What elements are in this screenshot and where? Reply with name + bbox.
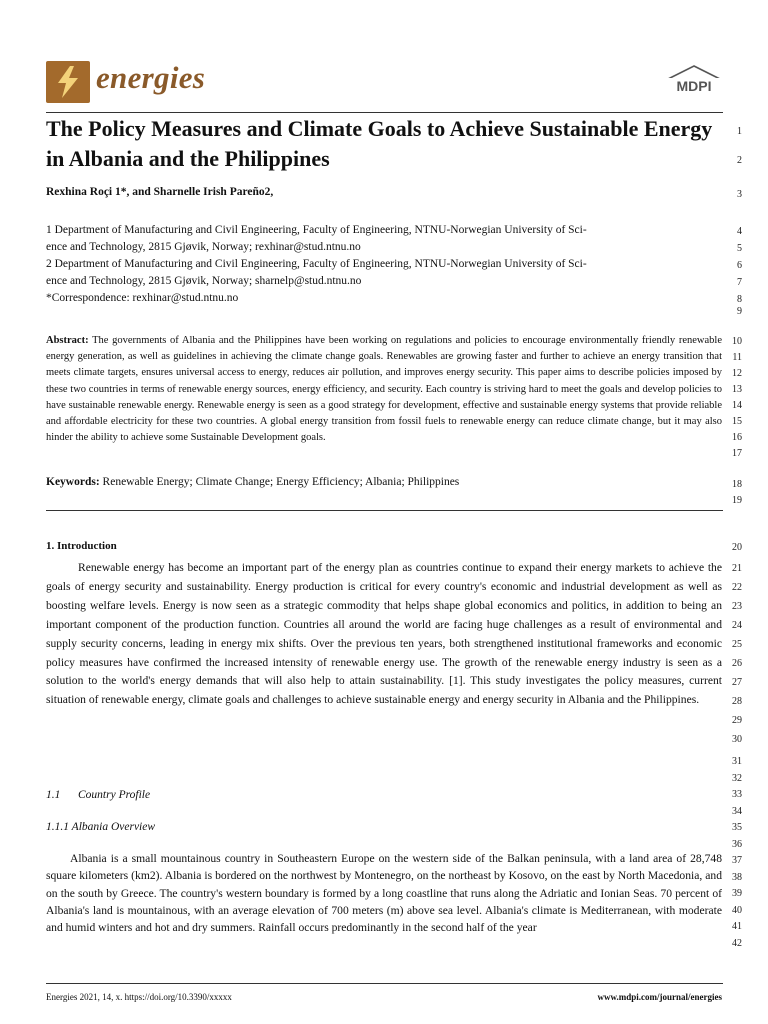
line-number: 30 xyxy=(732,734,742,745)
line-number: 2 xyxy=(737,155,742,166)
albania-text: Albania is a small mountainous country in Southeastern Europe on the western side of the Balkan peninsula, with a land area of 28,748 square kilometers (km2). Albania is bordered on the northwest by Montenegro, on the northeast by Kosovo, on the east by North Macedonia, and on the south by Greece. The country's western boundary is formed by a long coastline that runs along the Adriatic and Ionian Seas. 70 percent of Albania's land is mountainous, with an average elevation of 700 meters (m) above sea level. Albania's climate is Mediterranean, with moderate and humid winters and hot and dry summers. Rainfall occurs predominantly in the second half of the year xyxy=(46,852,722,935)
line-number: 32 xyxy=(732,773,742,784)
line-number: 15 xyxy=(732,416,742,427)
correspondence: *Correspondence: rexhinar@stud.ntnu.no xyxy=(46,292,239,304)
keywords xyxy=(46,476,722,488)
abstract-label: Abstract: xyxy=(46,335,89,346)
journal-name: energies xyxy=(96,60,206,95)
introduction-text: Renewable energy has become an important part of the energy plan as countries continue to expand their energy markets to achieve the goals of energy security and sustainability. Energy production is critical for every country's economic and industrial development as well as boosting welfare levels. Energy is now seen as a strategic commodity that helps shape global economics and politics, in addition to being an important component of the production function. Countries all around the world are facing huge challenges as a result of environmental and supply security concerns, leading in energy mix shifts. Over the previous ten years, both strengthened institutional frameworks and economic policy measures have confirmed the increased intensity of renewable energy use. The growth of the renewable energy industry is seen as a solution to the world's energy demands that will also help to attain sustainability. [1]. This study investigates the policy measures, current situation of renewable energy, climate goals and challenges to achieve sustainable energy and energy security in Albania and the Philippines. xyxy=(46,561,722,707)
line-number: 13 xyxy=(732,384,742,395)
line-number: 26 xyxy=(732,658,742,669)
line-number: 36 xyxy=(732,839,742,850)
line-number: 3 xyxy=(737,189,742,200)
line-number: 27 xyxy=(732,677,742,688)
line-number: 41 xyxy=(732,921,742,932)
footer-rule xyxy=(46,983,723,984)
line-number: 17 xyxy=(732,448,742,459)
footer-citation: Energies 2021, 14, x. https://doi.org/10.3390/xxxxx xyxy=(46,992,232,1002)
abstract-text: The governments of Albania and the Philippines have been working on regulations and policies to encourage environmentally friendly renewable energy generation, as well as guidelines in achieving the climate change goals. Renewables are growing faster and further to achieve an energy transition that meets climate targets, ensures universal access to energy, reduces air pollution, and improves energy security. This paper aims to describe policies imposed by these two countries in terms of renewable energy sources, energy efficiency, and security. Each country is striving hard to meet the goals and develop policies to have sustainable renewable energy. Renewable energy is seen as a good strategy for development, effective and sustainable energy systems that provide reliable and affordable electricity for these two countries. A global energy transition from fossil fuels to renewable energy can reduce climate change, but it may also hinder the ability to achieve some Sustainable Development goals. xyxy=(46,335,722,444)
paper-title: The Policy Measures and Climate Goals to Achieve Sustainable Energy in Albania and the Philippines xyxy=(46,116,713,171)
line-number: 21 xyxy=(732,563,742,574)
lightning-icon xyxy=(46,61,90,103)
line-number: 22 xyxy=(732,582,742,593)
affiliation-line: ence and Technology, 2815 Gjøvik, Norway; rexhinar@stud.ntnu.no xyxy=(46,241,361,253)
section-rule xyxy=(46,510,723,511)
line-number: 9 xyxy=(737,306,742,317)
line-number: 4 xyxy=(737,226,742,237)
line-number: 35 xyxy=(732,822,742,833)
line-number: 5 xyxy=(737,243,742,254)
line-number: 8 xyxy=(737,294,742,305)
line-number: 24 xyxy=(732,620,742,631)
mdpi-logo xyxy=(666,64,722,100)
affiliation-line: 1 Department of Manufacturing and Civil Engineering, Faculty of Engineering, NTNU-Norwegian University of Sci- xyxy=(46,224,587,236)
line-number: 18 xyxy=(732,479,742,490)
header-rule xyxy=(46,112,723,113)
line-number: 31 xyxy=(732,756,742,767)
line-number: 38 xyxy=(732,872,742,883)
abstract xyxy=(46,333,722,446)
line-number: 11 xyxy=(732,352,742,363)
line-number: 37 xyxy=(732,855,742,866)
line-number: 34 xyxy=(732,806,742,817)
line-number: 42 xyxy=(732,938,742,949)
section-heading: 1. Introduction xyxy=(46,540,117,552)
affiliation-line: 2 Department of Manufacturing and Civil Engineering, Faculty of Engineering, NTNU-Norwegian University of Sci- xyxy=(46,258,587,270)
line-number: 25 xyxy=(732,639,742,650)
subsection-heading xyxy=(46,789,150,801)
line-number: 16 xyxy=(732,432,742,443)
line-number: 29 xyxy=(732,715,742,726)
line-number: 28 xyxy=(732,696,742,707)
subsection-title: Country Profile xyxy=(78,789,151,801)
keywords-label: Keywords: xyxy=(46,476,100,488)
publisher-name: MDPI xyxy=(676,78,712,94)
subsection-number: 1.1 xyxy=(46,789,61,801)
line-number: 12 xyxy=(732,368,742,379)
line-number: 14 xyxy=(732,400,742,411)
line-number: 10 xyxy=(732,336,742,347)
line-number: 1 xyxy=(737,126,742,137)
line-number: 7 xyxy=(737,277,742,288)
line-number: 20 xyxy=(732,542,742,553)
line-number: 39 xyxy=(732,888,742,899)
keywords-text: Renewable Energy; Climate Change; Energy Efficiency; Albania; Philippines xyxy=(102,476,460,488)
affiliation-line: ence and Technology, 2815 Gjøvik, Norway; sharnelp@stud.ntnu.no xyxy=(46,275,362,287)
line-number: 33 xyxy=(732,789,742,800)
footer-url[interactable]: www.mdpi.com/journal/energies xyxy=(597,992,722,1002)
line-number: 19 xyxy=(732,495,742,506)
subsubsection-heading: 1.1.1 Albania Overview xyxy=(46,821,156,833)
line-number: 6 xyxy=(737,260,742,271)
line-number: 40 xyxy=(732,905,742,916)
authors: Rexhina Roçi 1*, and Sharnelle Irish Pareño2, xyxy=(46,186,274,198)
line-number: 23 xyxy=(732,601,742,612)
journal-logo xyxy=(46,61,90,103)
